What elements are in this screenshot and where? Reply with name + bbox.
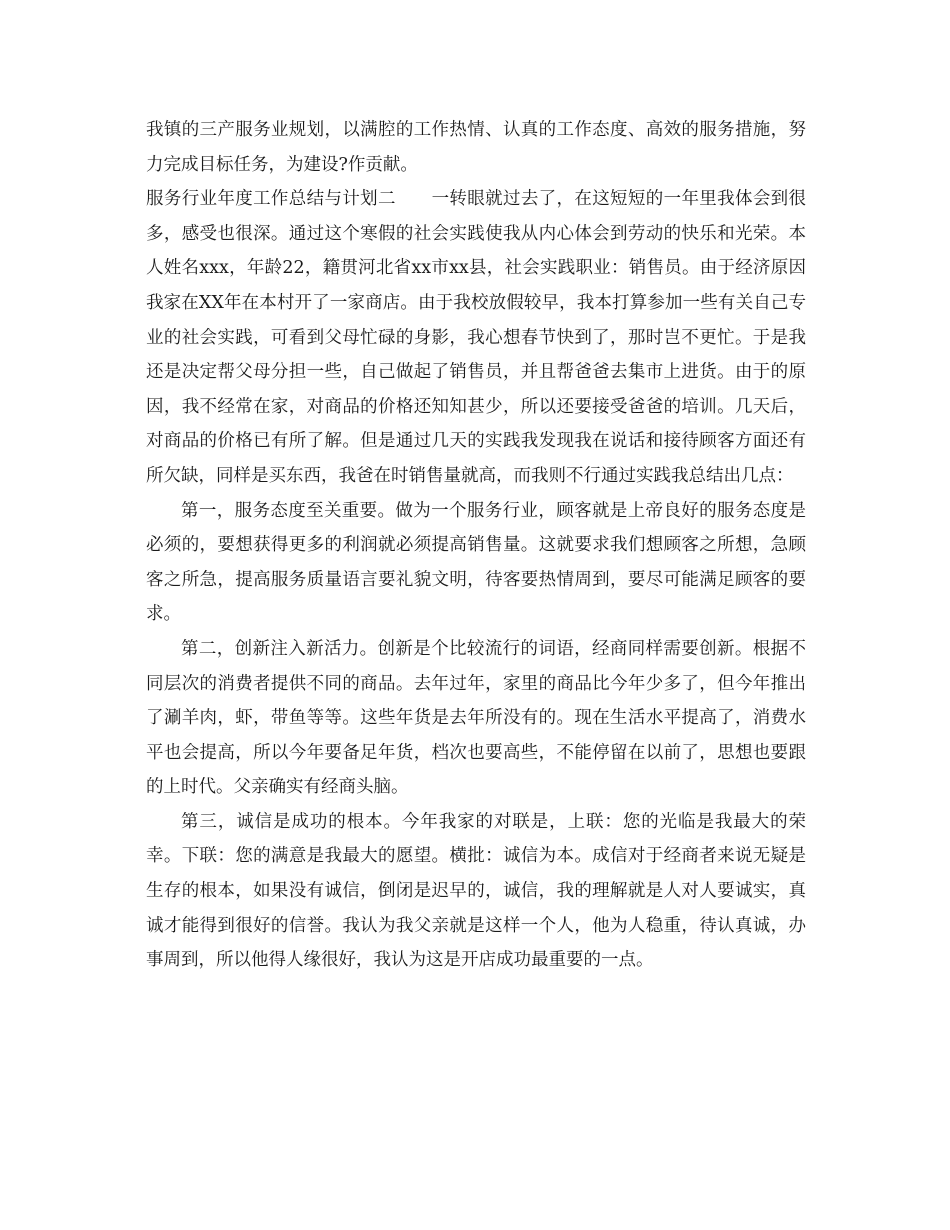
section-title: 服务行业年度工作总结与计划二 (146, 189, 396, 210)
paragraph-point-three (146, 805, 806, 978)
paragraph-text: 第三，诚信是成功的根本。今年我家的对联是，上联：您的光临是我最大的荣幸。下联：您的满意是我最大的愿望。横批：诚信为本。成信对于经商者来说无疑是生存的根本，如果没有诚信，倒闭是迟早的，诚信，我的理解就是人对人要诚实，真诚才能得到很好的信誉。我认为我父亲就是这样一个人，他为人稳重，待认真诚，办事周到，所以他得人缘很好，我认为这是开店成功最重要的一点。 (146, 811, 806, 971)
paragraph-text: 第一，服务态度至关重要。做为一个服务行业，顾客就是上帝良好的服务态度是必须的，要想获得更多的利润就必须提高销售量。这就要求我们想顾客之所想，急顾客之所急，提高服务质量语言要礼貌文明，待客要热情周到，要尽可能满足顾客的要求。 (146, 500, 806, 625)
paragraph-point-two (146, 632, 806, 805)
title-gap (396, 189, 432, 209)
paragraph-section-start (146, 182, 806, 493)
document-body (146, 113, 806, 978)
paragraph-continued (146, 113, 806, 182)
paragraph-text: 我镇的三产服务业规划，以满腔的工作热情、认真的工作态度、高效的服务措施，努力完成目标任务，为建设?作贡献。 (146, 120, 806, 175)
paragraph-text: 一转眼就过去了，在这短短的一年里我体会到很多，感受也很深。通过这个寒假的社会实践使我从内心体会到劳动的快乐和光荣。本人姓名xxx，年龄22，籍贯河北省xx市xx县，社会实践职业：销售员。由于经济原因我家在XX年在本村开了一家商店。由于我校放假较早，我本打算参加一些有关自己专业的社会实践，可看到父母忙碌的身影，我心想春节快到了，那时岂不更忙。于是我还是决定帮父母分担一些，自己做起了销售员，并且帮爸爸去集市上进货。由于的原因，我不经常在家，对商品的价格还知知甚少，所以还要接受爸爸的培训。几天后，对商品的价格已有所了解。但是通过几天的实践我发现我在说话和接待顾客方面还有所欠缺，同样是买东西，我爸在时销售量就高，而我则不行通过实践我总结出几点： (146, 189, 807, 486)
paragraph-text: 第二，创新注入新活力。创新是个比较流行的词语，经商同样需要创新。根据不同层次的消费者提供不同的商品。去年过年，家里的商品比今年少多了，但今年推出了涮羊肉，虾，带鱼等等。这些年货是去年所没有的。现在生活水平提高了，消费水平也会提高，所以今年要备足年货，档次也要高些，不能停留在以前了，思想也要跟的上时代。父亲确实有经商头脑。 (146, 638, 806, 798)
paragraph-point-one (146, 494, 806, 632)
